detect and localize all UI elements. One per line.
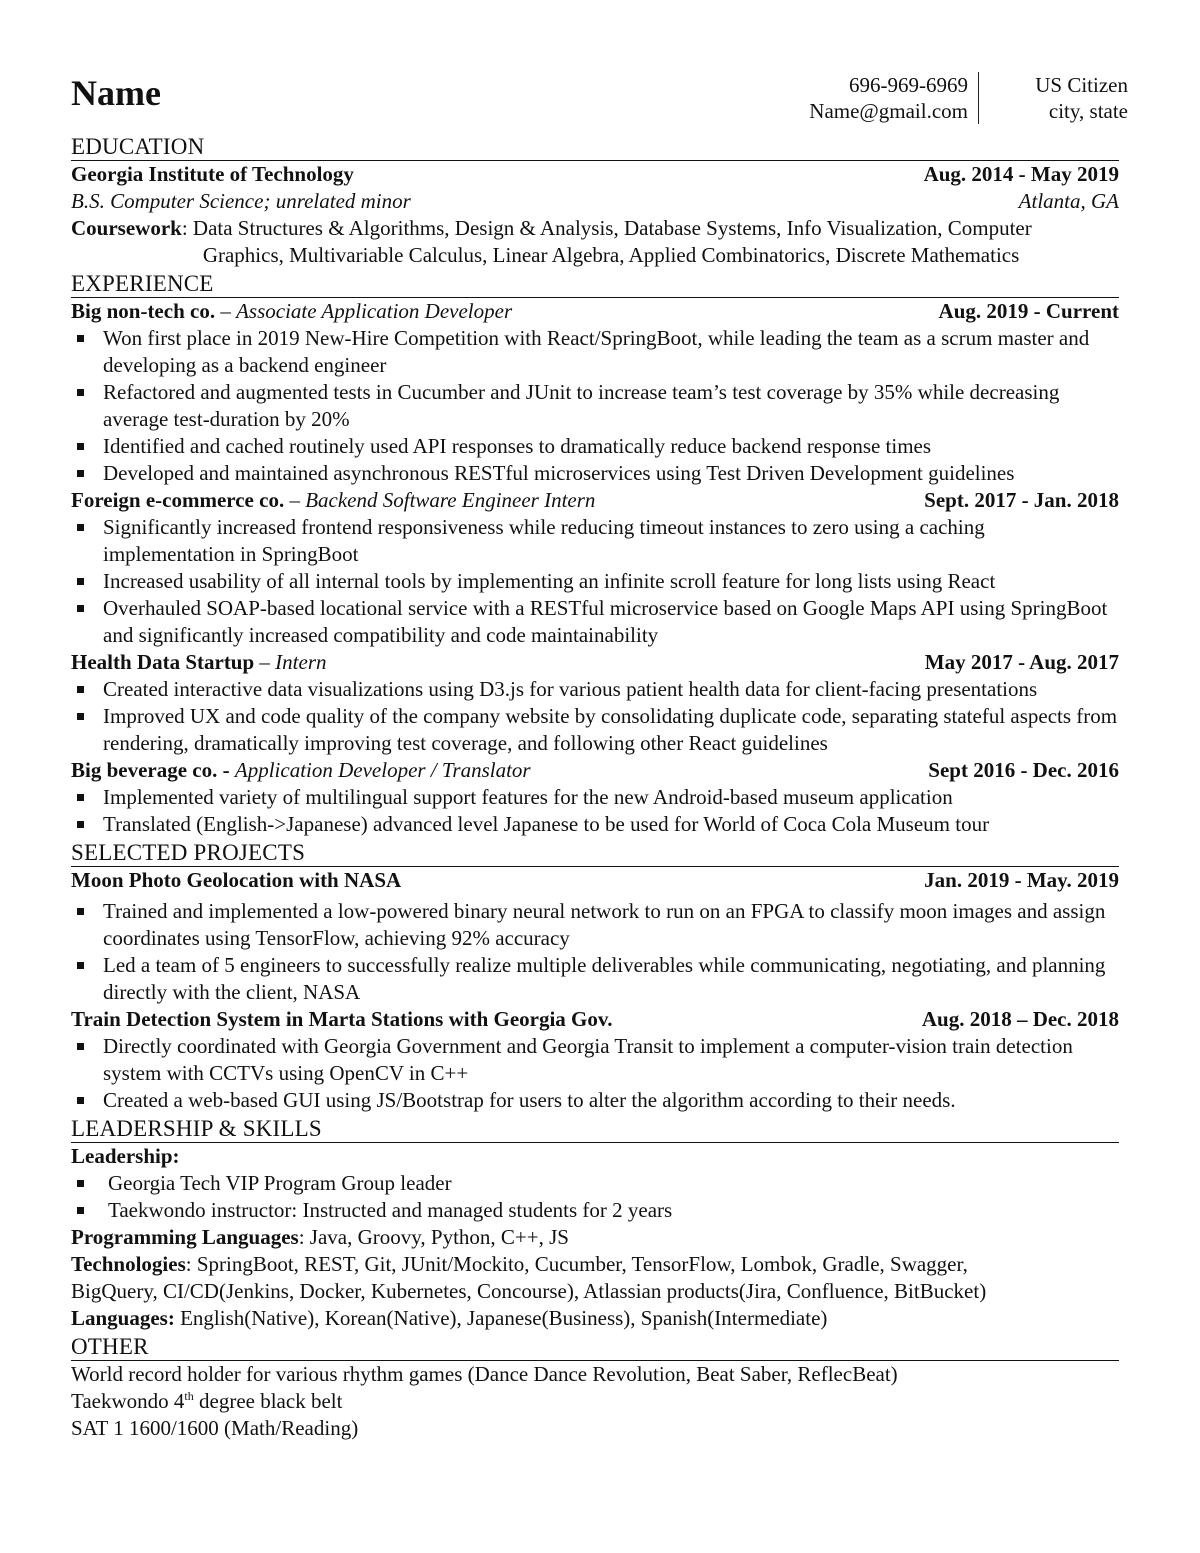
bullet-icon	[77, 605, 84, 612]
job-header	[71, 649, 1119, 676]
company-name: Big beverage co. -	[71, 758, 230, 782]
bullet-icon	[77, 1180, 84, 1187]
status-block	[1035, 72, 1128, 124]
resume-page	[71, 70, 1128, 1442]
other-line-1: World record holder for various rhythm games (Dance Dance Revolution, Beat Saber, ReflecBeat)	[71, 1362, 898, 1386]
coursework-line-1: : Data Structures & Algorithms, Design & Analysis, Database Systems, Info Visualization, Computer	[181, 216, 1032, 240]
job-bullets	[71, 514, 1119, 649]
bullet-icon	[77, 686, 84, 693]
resume-header	[71, 70, 1128, 132]
job-role: Application Developer / Translator	[234, 758, 531, 782]
bullet-icon	[77, 713, 84, 720]
job-bullets	[71, 784, 1119, 838]
job-title-line	[71, 649, 327, 676]
list-item	[71, 595, 1119, 649]
section-title-other: OTHER	[71, 1334, 1119, 1361]
leadership-label: Leadership:	[71, 1144, 180, 1168]
bullet-text: Improved UX and code quality of the company website by consolidating duplicate code, separating stateful aspects from rendering, dramatically improving test coverage, and following other React guidelines	[103, 704, 1118, 755]
job-role: Associate Application Developer	[236, 299, 513, 323]
spoken-languages: Languages: English(Native), Korean(Native), Japanese(Business), Spanish(Intermediate)	[71, 1306, 828, 1330]
list-item	[71, 1033, 1119, 1087]
bullet-icon	[77, 1043, 84, 1050]
job-title-line	[71, 757, 531, 784]
bullet-text: Won first place in 2019 New-Hire Competition with React/SpringBoot, while leading the team as a scrum master and developing as a backend engineer	[103, 326, 1090, 377]
bullet-text: Created a web-based GUI using JS/Bootstrap for users to alter the algorithm according to their needs.	[103, 1088, 956, 1112]
coursework-line-2: Graphics, Multivariable Calculus, Linear Algebra, Applied Combinatorics, Discrete Mathematics	[202, 243, 1020, 267]
title-separator: –	[215, 299, 237, 323]
job-header	[71, 487, 1119, 514]
applicant-name: Name	[71, 73, 161, 113]
email-address: Name@gmail.com	[809, 99, 968, 123]
section-title-leadership: LEADERSHIP & SKILLS	[71, 1116, 1119, 1143]
education-dates: Aug. 2014 - May 2019	[923, 162, 1119, 186]
job-bullets	[71, 676, 1119, 757]
degree-row	[71, 188, 1119, 215]
contact-block	[809, 72, 979, 124]
experience-list	[71, 298, 1119, 838]
bullet-text: Implemented variety of multilingual support features for the new Android-based museum application	[103, 785, 953, 809]
section-title-projects: SELECTED PROJECTS	[71, 840, 1119, 867]
bullet-text: Overhauled SOAP-based locational service with a RESTful microservice based on Google Maps API using SpringBoot and significantly increased compatibility and code maintainability	[103, 596, 1108, 647]
education-row	[71, 161, 1119, 188]
bullet-text: Significantly increased frontend responsiveness while reducing timeout instances to zero using a caching implementation in SpringBoot	[103, 515, 985, 566]
job-title-line	[71, 298, 512, 325]
leadership-list	[71, 1170, 1119, 1224]
job-dates: Aug. 2019 - Current	[938, 299, 1119, 323]
job-dates: May 2017 - Aug. 2017	[924, 650, 1119, 674]
other-line-2: Taekwondo 4th degree black belt	[71, 1389, 343, 1413]
project-header	[71, 1006, 1119, 1033]
bullet-icon	[77, 908, 84, 915]
bullet-text: Translated (English->Japanese) advanced level Japanese to be used for World of Coca Cola Museum tour	[103, 812, 990, 836]
bullet-icon	[77, 443, 84, 450]
job-dates: Sept. 2017 - Jan. 2018	[924, 488, 1119, 512]
list-item	[71, 325, 1119, 379]
bullet-icon	[77, 389, 84, 396]
list-item	[71, 1087, 1119, 1114]
bullet-text: Identified and cached routinely used API responses to dramatically reduce backend response times	[103, 434, 932, 458]
job-title-line	[71, 487, 595, 514]
school-name: Georgia Institute of Technology	[71, 162, 354, 186]
bullet-icon	[77, 470, 84, 477]
job-header	[71, 298, 1119, 325]
bullet-icon	[77, 335, 84, 342]
phone-number: 696-969-6969	[849, 73, 968, 97]
job-header	[71, 757, 1119, 784]
bullet-icon	[77, 962, 84, 969]
section-title-education: EDUCATION	[71, 134, 1119, 161]
list-item	[71, 703, 1119, 757]
bullet-text: Led a team of 5 engineers to successfully realize multiple deliverables while communicating, negotiating, and planning directly with the client, NASA	[103, 953, 1106, 1004]
bullet-icon	[77, 578, 84, 585]
company-name: Health Data Startup	[71, 650, 255, 674]
section-title-experience: EXPERIENCE	[71, 271, 1119, 298]
education-place: Atlanta, GA	[1018, 189, 1119, 213]
list-item	[71, 952, 1119, 1006]
bullet-icon	[77, 524, 84, 531]
list-item	[71, 811, 1119, 838]
title-separator: –	[284, 488, 306, 512]
list-item	[71, 568, 1119, 595]
list-item	[71, 433, 1119, 460]
list-item	[71, 784, 1119, 811]
job-bullets	[71, 325, 1119, 487]
citizenship: US Citizen	[1035, 73, 1128, 97]
company-name: Big non-tech co.	[71, 299, 216, 323]
bullet-text: Directly coordinated with Georgia Government and Georgia Transit to implement a computer-vision train detection system with CCTVs using OpenCV in C++	[103, 1034, 1073, 1085]
title-separator: –	[254, 650, 276, 674]
job-dates: Sept 2016 - Dec. 2016	[928, 758, 1119, 782]
bullet-text: Increased usability of all internal tools by implementing an infinite scroll feature for long lists using React	[103, 569, 996, 593]
bullet-text: Developed and maintained asynchronous RESTful microservices using Test Driven Development guidelines	[103, 461, 1015, 485]
project-name: Train Detection System in Marta Stations with Georgia Gov.	[71, 1007, 613, 1031]
bullet-text: Created interactive data visualizations using D3.js for various patient health data for client-facing presentations	[103, 677, 1038, 701]
list-item	[71, 514, 1119, 568]
technologies: Technologies: SpringBoot, REST, Git, JUnit/Mockito, Cucumber, TensorFlow, Lombok, Gradle, Swagger, BigQuery, CI/CD(Jenkins, Docker, Kubernetes, Concourse), Atlassian products(Jira, Confluence, BitBucket)	[71, 1252, 987, 1303]
degree: B.S. Computer Science; unrelated minor	[71, 189, 411, 213]
bullet-icon	[77, 794, 84, 801]
bullet-icon	[77, 1207, 84, 1214]
programming-languages: Programming Languages: Java, Groovy, Python, C++, JS	[71, 1225, 569, 1249]
list-item: Georgia Tech VIP Program Group leader	[71, 1170, 1119, 1197]
list-item: Taekwondo instructor: Instructed and managed students for 2 years	[71, 1197, 1119, 1224]
project-header	[71, 867, 1119, 894]
coursework	[71, 215, 1119, 269]
bullet-text: Refactored and augmented tests in Cucumber and JUnit to increase team’s test coverage by 35% while decreasing average test-duration by 20%	[103, 380, 1060, 431]
bullet-icon	[77, 1097, 84, 1104]
projects-list	[71, 867, 1119, 1114]
coursework-label: Coursework	[71, 216, 182, 240]
job-role: Backend Software Engineer Intern	[305, 488, 596, 512]
other-line-3: SAT 1 1600/1600 (Math/Reading)	[71, 1416, 359, 1440]
company-name: Foreign e-commerce co.	[71, 488, 285, 512]
job-role: Intern	[275, 650, 327, 674]
project-bullets	[71, 898, 1119, 1006]
list-item	[71, 898, 1119, 952]
project-dates: Aug. 2018 – Dec. 2018	[921, 1007, 1119, 1031]
bullet-text: Trained and implemented a low-powered binary neural network to run on an FPGA to classify moon images and assign coordinates using TensorFlow, achieving 92% accuracy	[103, 899, 1106, 950]
list-item	[71, 379, 1119, 433]
list-item	[71, 676, 1119, 703]
list-item	[71, 460, 1119, 487]
project-name: Moon Photo Geolocation with NASA	[71, 868, 402, 892]
location: city, state	[1048, 99, 1128, 123]
project-bullets	[71, 1033, 1119, 1114]
project-dates: Jan. 2019 - May. 2019	[924, 868, 1119, 892]
bullet-icon	[77, 821, 84, 828]
